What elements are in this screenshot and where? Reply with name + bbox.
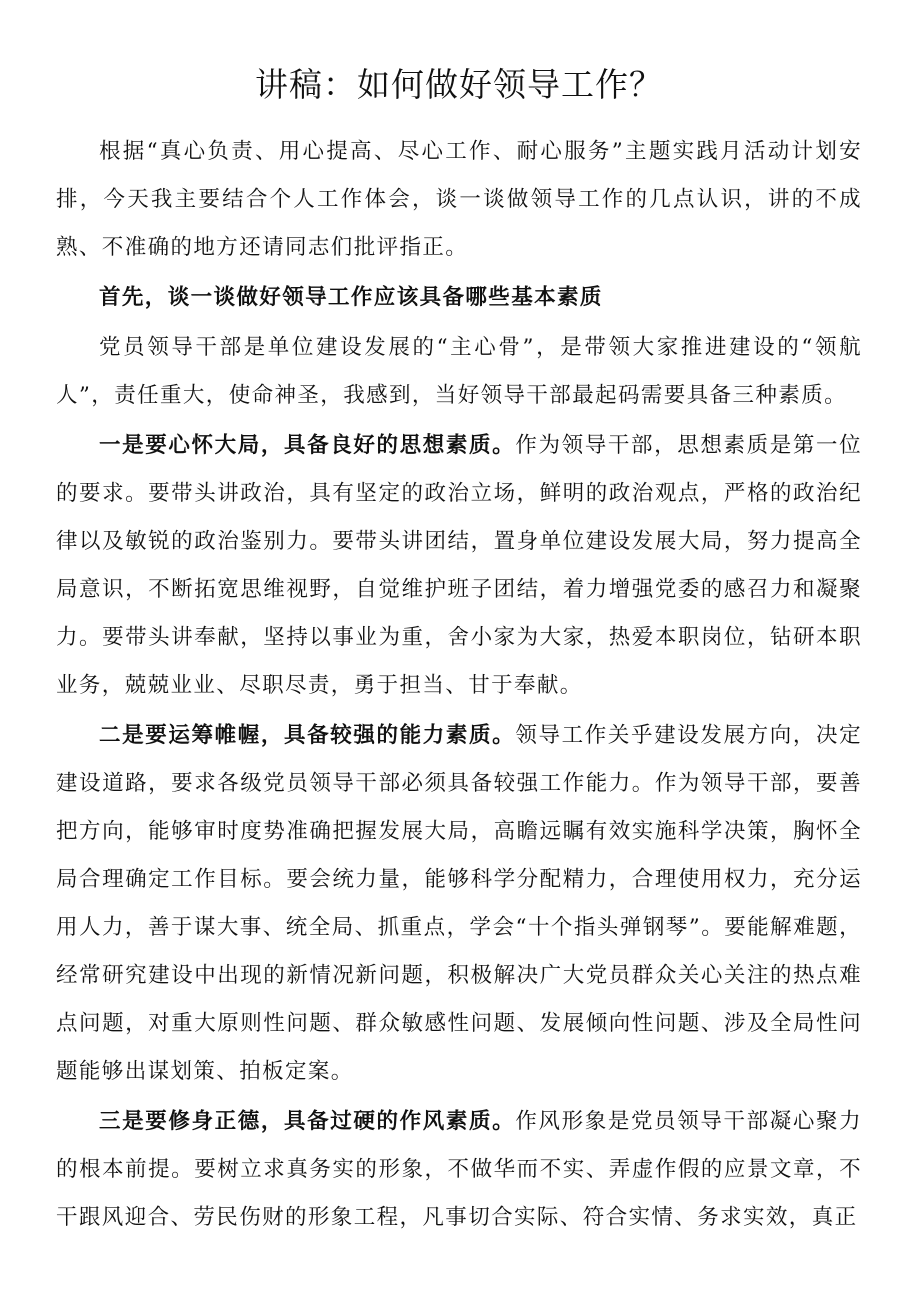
intro-paragraph: 根据“真心负责、用心提高、尽心工作、耐心服务”主题实践月活动计划安排，今天我主要结合个人工作体会，谈一谈做领导工作的几点认识，讲的不成熟、不准确的地方还请同志们批评指正。 (56, 139, 862, 260)
section-heading: 首先，谈一谈做好领导工作应该具备哪些基本素质 (99, 285, 603, 310)
point-one-paragraph (56, 422, 862, 710)
point-three-paragraph (56, 1098, 862, 1242)
point-two-body: 领导工作关乎建设发展方向，决定建设道路，要求各级党员领导干部必须具备较强工作能力。作为领导干部，要善把方向，能够审时度势准确把握发展大局，高瞻远瞩有效实施科学决策，胸怀全局合理确定工作目标。要会统力量，能够科学分配精力，合理使用权力，充分运用人力，善于谋大事、统全局、抓重点，学会“十个指头弹钢琴”。要能解难题，经常研究建设中出现的新情况新问题，积极解决广大党员群众关心关注的热点难点问题，对重大原则性问题、群众敏感性问题、发展倾向性问题、涉及全局性问题能够出谋划策、拍板定案。 (56, 723, 862, 1084)
document-title: 讲稿：如何做好领导工作？ (255, 65, 663, 104)
point-three-body: 作风形象是党员领导干部凝心聚力的根本前提。要树立求真务实的形象，不做华而不实、弄虚作假的应景文章，不干跟风迎合、劳民伤财的形象工程，凡事切合实际、符合实情、务求实效，真正 (56, 1109, 862, 1230)
point-three-lead: 三是要修身正德，具备过硬的作风素质。 (99, 1109, 516, 1134)
point-one-lead: 一是要心怀大局，具备良好的思想素质。 (99, 433, 516, 458)
point-two-paragraph (56, 712, 862, 1096)
section-body-paragraph: 党员领导干部是单位建设发展的“主心骨”，是带领大家推进建设的“领航人”，责任重大，使命神圣，我感到，当好领导干部最起码需要具备三种素质。 (56, 335, 862, 408)
point-two-lead: 二是要运筹帷幄，具备较强的能力素质。 (99, 723, 516, 748)
point-one-body: 作为领导干部，思想素质是第一位的要求。要带头讲政治，具有坚定的政治立场，鲜明的政治观点，严格的政治纪律以及敏锐的政治鉴别力。要带头讲团结，置身单位建设发展大局，努力提高全局意识，不断拓宽思维视野，自觉维护班子团结，着力增强党委的感召力和凝聚力。要带头讲奉献，坚持以事业为重，舍小家为大家，热爱本职岗位，钻研本职业务，兢兢业业、尽职尽责，勇于担当、甘于奉献。 (56, 433, 862, 698)
